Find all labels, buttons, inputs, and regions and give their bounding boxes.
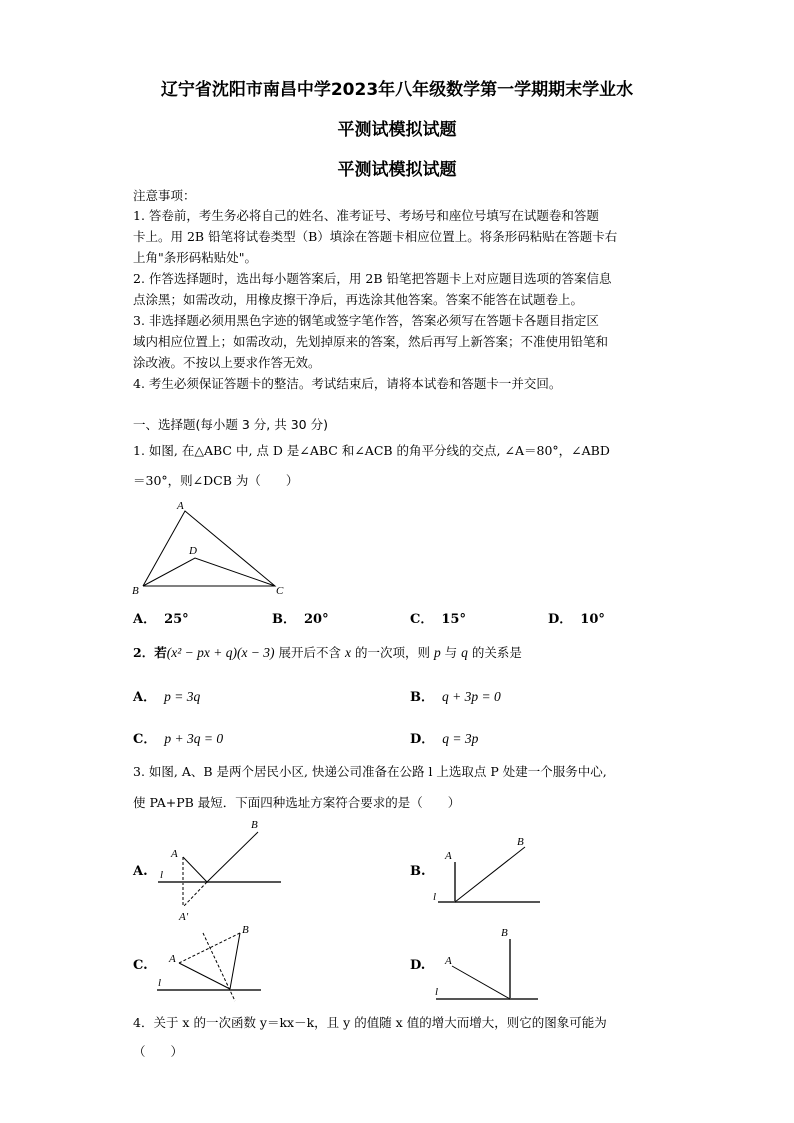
question-1-text: 1. 如图, 在△ABC 中, 点 D 是∠ABC 和∠ACB 的角平分线的交点, ∠A＝80°，∠ABD [133,443,610,458]
point-label-a: A [169,953,176,965]
option-text: 15° [441,612,466,627]
point-label-b: B [517,836,524,848]
q1-option-a [133,608,189,627]
point-label-b: B [251,819,258,831]
q1-option-c [410,608,466,627]
q2-expression: (x² − px + q)(x − 3) [166,645,275,660]
point-label-b: B [242,924,249,936]
q2-option-a [133,686,200,705]
notice-line: 4. 考生必须保证答题卡的整洁。考试结束后，请将本试卷和答题卡一并交回。 [133,376,562,391]
option-text: q + 3p = 0 [442,689,501,704]
vertex-label-c: C [276,585,284,597]
line-label-l: l [158,977,162,989]
notice-line: 点涂黑；如需改动，用橡皮擦干净后，再选涂其他答案。答案不能答在试题卷上。 [133,292,584,307]
exam-title-line3: 平测试模拟试题 [337,160,457,180]
option-label: D． [410,732,435,747]
q2-var-p: p [433,645,441,660]
option-text: p + 3q = 0 [164,731,224,746]
q3-option-b-figure [400,820,560,920]
point-label-a: A [445,850,452,862]
q2-text: 的一次项，则 [351,645,434,660]
section-heading: 一、选择题(每小题 3 分, 共 30 分) [133,417,328,432]
vertex-label-b: B [132,585,139,597]
point-label-b: B [501,927,508,939]
line-label-l: l [433,891,437,903]
option-label: A． [133,612,157,627]
question-1-text-cont: ＝30°，则∠DCB 为（ ） [133,473,299,488]
vertex-label-d: D [189,545,197,557]
option-label: A． [133,690,157,705]
q2-option-c [133,728,223,747]
point-label-a-prime: A′ [179,911,189,923]
point-label-a: A [445,955,452,967]
exam-title-line2: 平测试模拟试题 [337,120,457,140]
q2-prefix: 2．若 [133,645,167,660]
notice-heading: 注意事项： [133,188,196,203]
vertex-label-a: A [177,500,184,512]
q3-option-a-figure [125,810,325,930]
notice-line: 涂改液。不按以上要求作答无效。 [133,355,321,370]
question-4-text: 4．关于 x 的一次函数 y＝kx－k，且 y 的值随 x 值的增大而增大，则它的图象可能为 [133,1015,607,1030]
notice-line: 上角"条形码粘贴处"。 [133,250,257,265]
question-2-text [133,645,522,661]
question-3-text-cont: 使 PA+PB 最短．下面四种选址方案符合要求的是（ ） [133,795,461,810]
q3-option-c-figure [125,915,285,1005]
line-label-l: l [435,986,439,998]
q2-text: 与 [440,645,462,660]
q3-option-d-label: D. [410,958,426,973]
option-label: C． [410,612,434,627]
option-label: C． [133,732,157,747]
notice-line: 2. 作答选择题时，选出每小题答案后，用 2B 铅笔把答题卡上对应题目选项的答案信息 [133,271,612,286]
question-4-text-cont: （ ） [133,1044,184,1059]
question-3-text: 3. 如图, A、B 是两个居民小区, 快递公司准备在公路 l 上选取点 P 处建一个服务中心, [133,764,607,779]
option-label: D． [548,612,573,627]
line-label-l: l [160,869,164,881]
q3-option-d-figure [400,915,560,1005]
q1-option-d [548,608,605,627]
q2-option-d [410,728,478,747]
point-label-a: A [171,848,178,860]
notice-line: 域内相应位置上；如需改动，先划掉原来的答案，然后再写上新答案；不准使用铅笔和 [133,334,609,349]
q2-var-x: x [345,645,351,660]
notice-line: 3. 非选择题必须用黑色字迹的钢笔或签字笔作答，答案必须写在答题卡各题目指定区 [133,313,599,328]
notice-line: 1. 答卷前，考生务必将自己的姓名、准考证号、考场号和座位号填写在试题卷和答题 [133,208,599,223]
option-text: 25° [164,612,189,627]
option-label: B． [410,690,434,705]
triangle-abc-figure [125,495,325,605]
option-label: B． [272,612,296,627]
q2-var-q: q [461,645,468,660]
option-text: q = 3p [442,731,479,746]
q2-option-b [410,686,501,705]
notice-line: 卡上。用 2B 铅笔将试卷类型（B）填涂在答题卡相应位置上。将条形码粘贴在答题卡右 [133,229,618,244]
q3-option-c-label: C. [133,958,148,973]
q3-option-a-label: A. [133,864,148,879]
q3-option-b-label: B. [410,864,426,879]
option-text: 20° [304,612,329,627]
option-text: 10° [580,612,605,627]
option-text: p = 3q [164,689,201,704]
q1-option-b [272,608,329,627]
q2-text: 展开后不含 [274,645,345,660]
q2-text: 的关系是 [467,645,522,660]
exam-title-line1: 辽宁省沈阳市南昌中学2023年八年级数学第一学期期末学业水 [160,80,634,100]
